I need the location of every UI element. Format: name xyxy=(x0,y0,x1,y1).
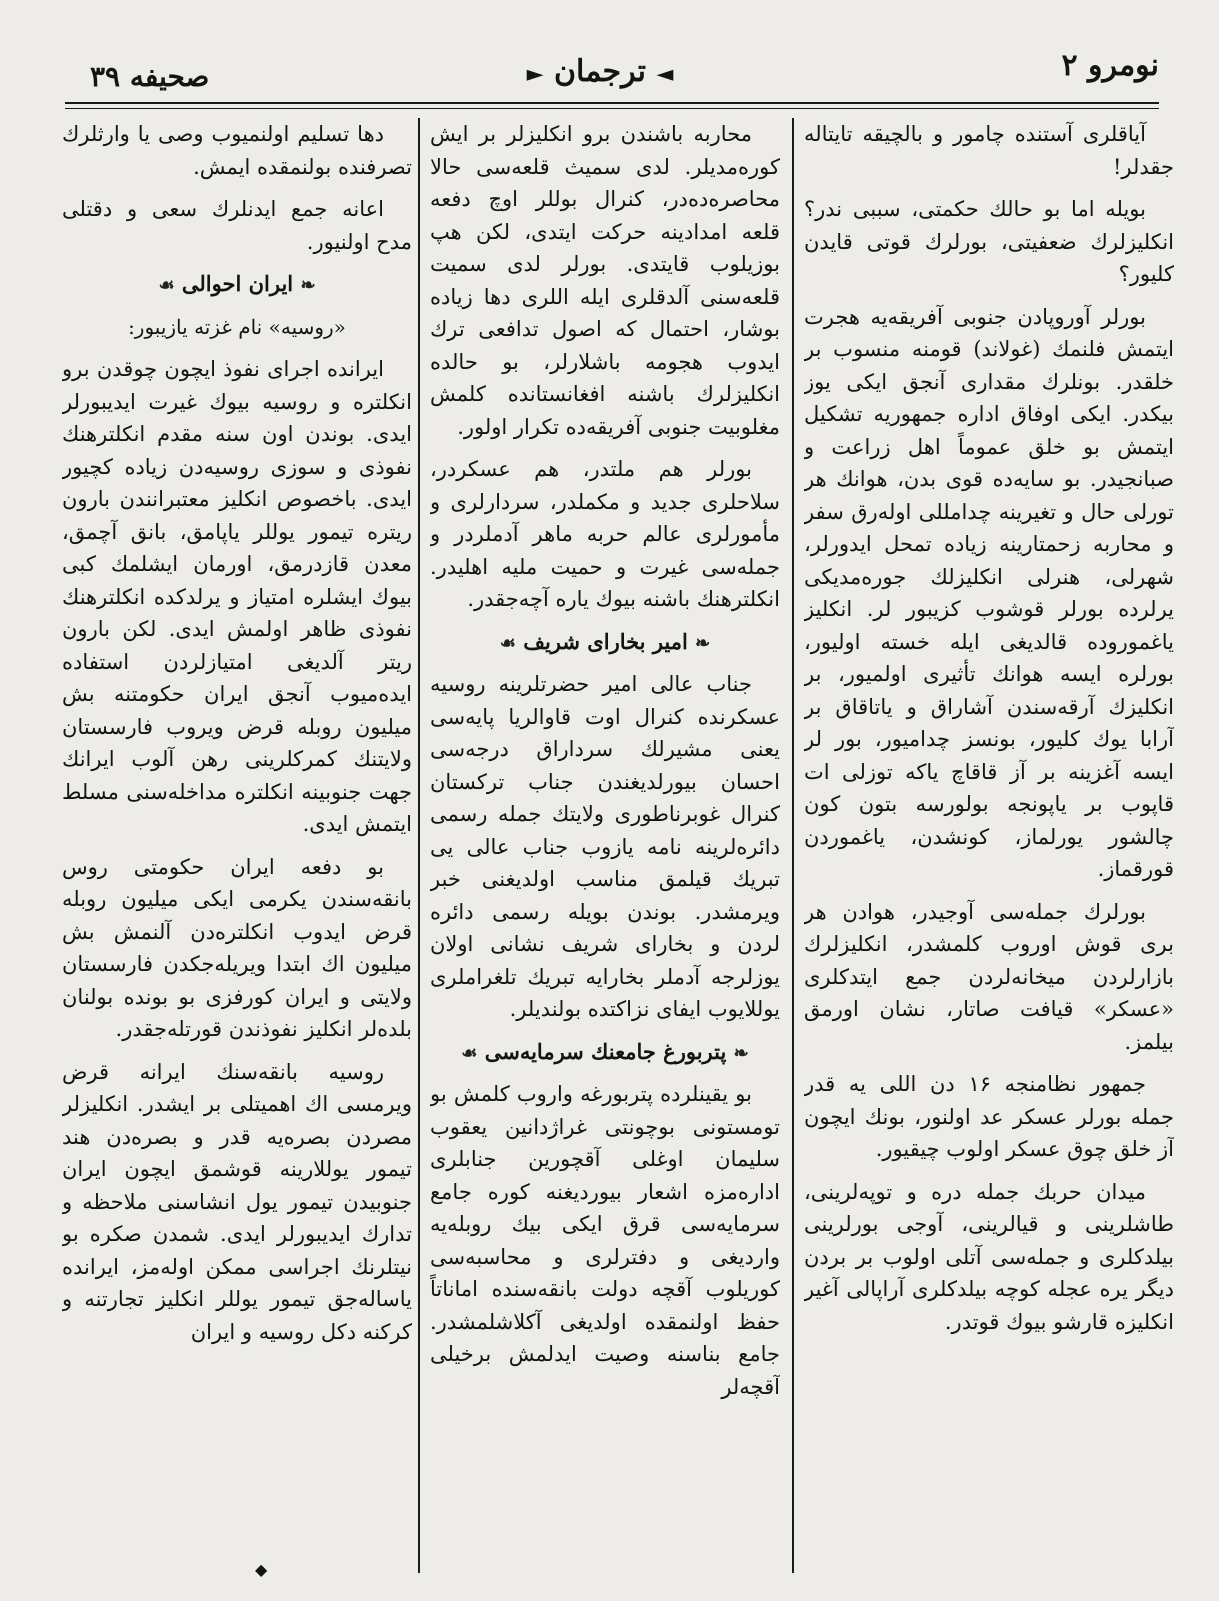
section-heading-iran-affairs xyxy=(62,268,412,303)
column-left xyxy=(62,118,412,1593)
ornament-icon: ☙ xyxy=(158,275,175,296)
section-heading-text: امیر بخارای شریف xyxy=(523,628,688,654)
ornament-icon: ❧ xyxy=(733,1042,749,1064)
paragraph: روسیه بانقه‌سنك ایرانه قرض ویرمسی اك اهمیتلی بر ایشدر. انکلیزلر مصردن بصره‌یه قدر و بصره‌دن هند تیمور یوللارینه قوشمق ایچون ایران جنوبیدن تیمور یول انشاسنی ملاحظه و تدارك ایدیبورلر ایدی. شمدن صکره بو نیتلرنك اجراسی ممکن اوله‌مز، ایرانده یاساله‌جق تیمور یوللر انکلیز تجارتنه و کرکنه دکل روسیه و ایران xyxy=(62,1059,412,1344)
paragraph: محاربه باشندن برو انکلیزلر بر ایش کوره‌مدیلر. لدی سمیث قلعه‌سی حالا محاصره‌ده‌در، کنرال بوللر اوچ دفعه قلعه امدادینه حرکت ایتدی، لکن هپ بوزیلوب قایتدی. بورلر لدی سمیت قلعه‌سنی آلدقلری ایله اللری دها زیاده بوشار، احتمال که اصول تدافعی ترك ایدوب هجومه باشلارلر، بو حالده انکلیزلرك باشنه افغانستانده کلمش مغلوبیت جنوبی آفریقه‌ده تکرار اولور. xyxy=(430,122,780,439)
section-heading-petersburg-mosque xyxy=(430,1036,780,1071)
paragraph: دها تسلیم اولنمیوب وصی یا وارثلرك تصرفنده بولنمقده ایمش. xyxy=(62,122,412,179)
paragraph: آیاقلری آستنده چامور و بالچیقه تایتاله جقدلر! xyxy=(804,122,1174,179)
paragraph: بورلرك جمله‌سی آوجیدر، هوادن هر بری قوش اوروب کلمشدر، انکلیزلرك بازارلردن میخانه‌لردن جمع ایتدکلری «عسکر» قیافت صاتار، نشان اورمق بیلمز. xyxy=(804,899,1174,1054)
header-rule xyxy=(65,102,1159,104)
paragraph: بویله اما بو حالك حکمتی، سببی ندر؟ انکلیزلرك ضعفیتی، بورلرك قوتی قایدن کلیور؟ xyxy=(804,197,1174,286)
section-heading-text: پتربورغ جامعنك سرمایه‌سی xyxy=(484,1038,727,1064)
masthead xyxy=(60,40,1159,100)
column-divider-left xyxy=(418,118,420,1573)
page-number: صحیفه ۳۹ xyxy=(90,60,210,93)
paragraph: جمهور نظامنجه ۱۶ دن اللی یه قدر جمله بورلر عسکر عد اولنور، بونك ایچون آز خلق چوق عسکر اولوب چیقیور. xyxy=(804,1072,1174,1161)
ornament-icon: ☙ xyxy=(461,1042,478,1064)
paragraph: بو دفعه ایران حکومتی روس بانقه‌سندن یکرمی ایکی میلیون روبله قرض ایدوب انکلتره‌دن آلنمش بش میلیون اك ابتدا ویریله‌جکدن فارسستان ولایتی و ایران کورفزی بو بونده بولنان بلده‌لر انکلیز نفوذندن قورتله‌جقدر. xyxy=(62,854,412,1041)
paragraph: بورلر هم ملتدر، هم عسکردر، سلاحلری جدید و مکملدر، سردارلری و مأمورلری عالم حربه ماهر آدملردر و جمله‌سی غیرت و حمیت ملیه اهلیدر. انکلترهنك باشنه بیوك یاره آچه‌جقدر. xyxy=(430,457,780,611)
paragraph: جناب عالی امیر حضرتلرینه روسیه عسکرنده کنرال اوت قاوالریا پایه‌سی یعنی مشیرلك سرداراق درجه‌سی احسان بیورلدیغندن جناب ترکستان کنرال غوبرناطوری ولایتك جمله رسمی دائره‌لرینه نامه یازوب جناب عالی یی تبریك قیلمق مناسب اولدیغنی خبر ویرمشدر. بوندن بویله رسمی دائره لردن و بخارای شریف نشانی اولان یوزلرجه آدملر بخارایه تبریك تلغراملری یوللایوب ایفای نزاکتده بولندیلر. xyxy=(430,672,780,1021)
newspaper-title-text: ترجمان xyxy=(554,54,646,89)
paragraph: میدان حربك جمله دره و توپه‌لرینی، طاشلرینی و قیالرینی، آوجی بورلرینی بیلدکلری و جمله‌سی آتلی اولوب بر بردن دیگر یره عجله کوچه بیلدکلری آراپالی آغیر انکلیزه قارشو بیوك قوتدر. xyxy=(804,1179,1174,1334)
paragraph: بو یقینلرده پتربورغه واروب کلمش بو تومستونی بوچونتی غراژدانین یعقوب سلیمان اوغلی آقچورین جنابلری اداره‌مزه اشعار بیوردیغنه کوره جامع سرمایه‌سی قرق ایکی بیك روبله‌یه واردیغی و دفترلری و محاسبه‌سی کوریلوب آقچه دولت بانقه‌سنده اماناتاً حفظ اولنمقده اولدیغی آکلاشلمشدر. جامع بناسنه وصیت ایدلمش برخیلی آقچه‌لر xyxy=(430,1082,780,1399)
column-divider-right xyxy=(792,118,794,1573)
section-heading-emir-bukhara xyxy=(430,626,780,661)
column-right xyxy=(804,118,1174,1593)
newspaper-title xyxy=(480,54,720,89)
paragraph: اعانه جمع ایدنلرك سعی و دقتلی مدح اولنیور. xyxy=(62,197,412,254)
ornament-icon: ☙ xyxy=(499,632,516,654)
end-ornament-icon: ◆ xyxy=(255,1560,268,1579)
column-middle xyxy=(430,118,780,1593)
paragraph: بورلر آوروپادن جنوبی آفریقه‌یه هجرت ایتمش فلنمك (غولاند) قومنه منسوب بر خلقدر. بونلرك مقداری آنجق ایکی یوز بیکدر. ایکی اوفاق اداره جمهوریه تشکیل ایتمش بو خلق عموماً اهل زراعت و صبانجیدر. بو سایه‌ده قوی بدن، هوانك هر تورلی حال و تغیرینه چدامللی اوله‌رق سفر و محاربه زحمتارینه زیاده تمحل ایدورلر، شهرلی، هنرلی انکلیزلك جوره‌مدیکی یرلرده بورلر قوشوب کزیبور لر. انکلیز یاغموروده قالدیغی ایله خسته اولیور، بورلره ایسه هوانك تأثیری اولمیور، بر انکلیزك آرقه‌سندن آشاراق و یاتاقاق بر آرابا یوك کلیور، بونسز چدامیور، بور لر ایسه آغزینه بر آز قاقاچ یاکه توزلی ات قاپوب بر یاپونجه بولورسه بتون کون چالشور یورلماز، کونشدن، یاغموردن قورقماز. xyxy=(804,304,1174,881)
right-flourish-icon: ► xyxy=(526,61,544,87)
ornament-icon: ❧ xyxy=(695,632,711,654)
paragraph: ایرانده اجرای نفوذ ایچون چوقدن برو انکلتره و روسیه بیوك غیرت ایدیبورلر ایدی. بوندن اون سنه مقدم انکلترهنك نفوذی و سوزی روسیه‌دن زیاده کچیور ایدی. باخصوص انکلیز معتبرانندن بارون ریتره تیمور یوللر یاپامق، بانق آچمق، معدن قازدرمق، اورمان ایشلمك کبی بیوك ایشلره امتیاز و یرلدکده انکلترهنك نفوذی ظاهر اولمش ایدی. لکن بارون ریتر آلدیغی امتیازلردن استفاده ایده‌میوب آنجق ایران حکومتنه بش میلیون روبله قرض ویروب فارسستان ولایتنك کمرکلرینی رهن آلوب ایرانك جهت جنوبینه انکلتره مداخله‌سنی مسلط ایتمش ایدی. xyxy=(62,357,412,836)
left-flourish-icon: ◄ xyxy=(656,61,674,87)
ornament-icon: ❧ xyxy=(300,275,316,296)
section-heading-text: ایران احوالی xyxy=(181,271,294,296)
issue-number: نومرو ۲ xyxy=(1061,48,1159,83)
header-rule-thin xyxy=(65,108,1159,109)
section-subheading: «روسیه» نام غزته یازیبور: xyxy=(128,314,346,339)
